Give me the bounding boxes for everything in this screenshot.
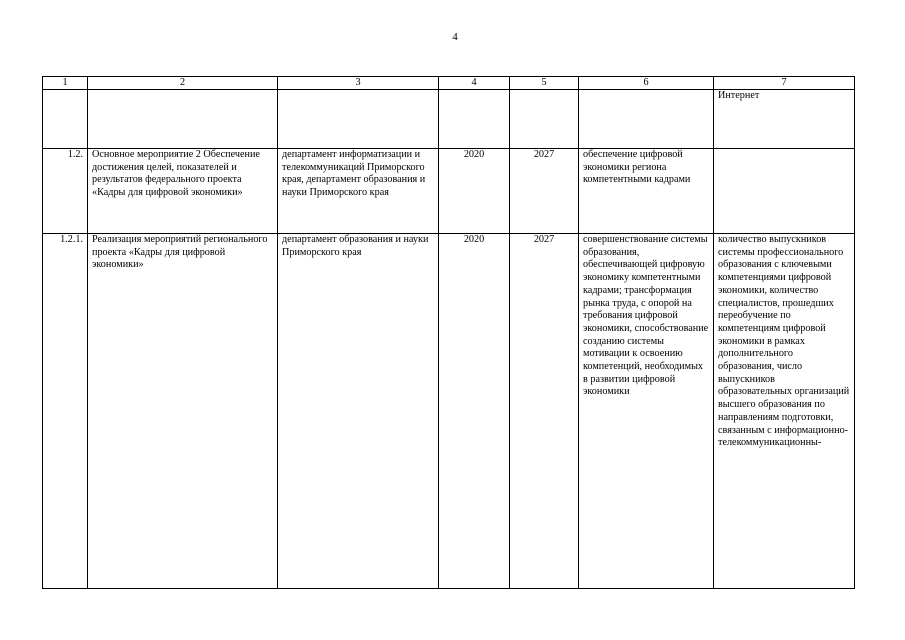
- executor: [278, 90, 439, 149]
- table-row: [43, 90, 855, 149]
- executor: департамент образования и науки Приморского края: [278, 234, 439, 589]
- end-year: 2027: [510, 234, 579, 589]
- event-name: Основное мероприятие 2 Обеспечение достижения целей, показателей и результатов федерального проекта «Кадры для цифровой экономики»: [88, 149, 278, 234]
- event-name: [88, 90, 278, 149]
- end-year: 2027: [510, 149, 579, 234]
- row-number: 1.2.1.: [43, 234, 88, 589]
- expected-result: совершенствование системы образования, обеспечивающей цифровую экономику компетентными кадрами; трансформация рынка труда, с опорой на требования цифровой экономики, способствование созданию системы мотивации к освоению компетенций, необходимых в развитии цифровой экономики: [579, 234, 714, 589]
- header-row: [43, 77, 855, 90]
- column-header-7: 7: [714, 77, 855, 90]
- event-name: Реализация мероприятий регионального проекта «Кадры для цифровой экономики»: [88, 234, 278, 589]
- indicator: [714, 149, 855, 234]
- end-year: [510, 90, 579, 149]
- table-row: [43, 149, 855, 234]
- expected-result: [579, 90, 714, 149]
- column-header-6: 6: [579, 77, 714, 90]
- page-number: 4: [452, 31, 458, 43]
- start-year: 2020: [439, 234, 510, 589]
- start-year: 2020: [439, 149, 510, 234]
- start-year: [439, 90, 510, 149]
- indicator: количество выпускников системы профессионального образования с ключевыми компетенциями цифровой экономики, количество специалистов, прошедших переобучение по компетенциям цифровой экономики в рамках дополнительного образования, число выпускников образовательных организаций высшего образования по направлениям подготовки, связанным с информационно-телекоммуникационны-: [714, 234, 855, 589]
- table-row: [43, 234, 855, 589]
- row-number: 1.2.: [43, 149, 88, 234]
- column-header-1: 1: [43, 77, 88, 90]
- indicator: Интернет: [714, 90, 855, 149]
- measures-table: [42, 76, 855, 589]
- column-header-3: 3: [278, 77, 439, 90]
- executor: департамент информатизации и телекоммуникаций Приморского края, департамент образования и науки Приморского края: [278, 149, 439, 234]
- column-header-5: 5: [510, 77, 579, 90]
- row-number: [43, 90, 88, 149]
- expected-result: обеспечение цифровой экономики региона компетентными кадрами: [579, 149, 714, 234]
- column-header-4: 4: [439, 77, 510, 90]
- column-header-2: 2: [88, 77, 278, 90]
